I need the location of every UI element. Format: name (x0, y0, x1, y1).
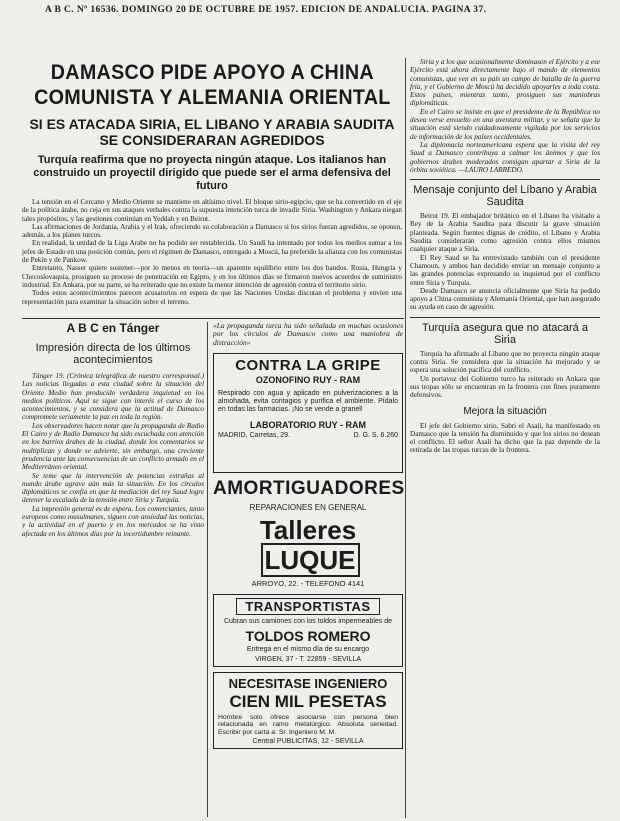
ads-note: «La propaganda turca ha sido señalada en muchas ocasiones por los círculos de Damasco como una maniobra de distracción» (213, 321, 403, 347)
ad-ing-text: Hombre solo ofrece asociarse con persona bien relacionada en ramo metalúrgico. Absoluta seriedad. Escribir por carta a: Sr. Ingeniero M. M. (218, 713, 398, 737)
ad-amort-title: AMORTIGUADORES (213, 477, 405, 499)
ads-column (213, 322, 403, 749)
right-divider (410, 179, 600, 180)
sec2-title: Turquía asegura que no atacará a Siria (422, 321, 588, 346)
ad-gripe-title: CONTRA LA GRIPE (235, 356, 381, 374)
right-column-divider (405, 58, 406, 818)
tanger-subtitle: Impresión directa de los últimos acontecimientos (35, 342, 191, 366)
ad-transp-address: VIRGEN, 37 - T. 22859 - SEVILLA (254, 655, 362, 663)
ad-ing-title: NECESITASE INGENIERO (228, 675, 388, 691)
sec3-title: Mejora la situación (463, 405, 547, 417)
main-paragraph: Las afirmaciones de Jordania, Arabia y el Irak, ofreciendo su colaboración a Damasco si los sirios fueran agredidos, se oponen, además, a los planes turcos. (22, 222, 402, 240)
ad-gripe (213, 353, 403, 473)
main-paragraph: La tensión en el Cercano y Medio Oriente se mantiene en altísimo nivel. El bloque sirio-egipcio, que se ha convertido en el eje de la política árabe, no ceja en sus ataques verbales contra la supuesta intención turca de invadir Siria. Washington y Ankara niegan tales propósitos, y las gestiones continúan en Yeddah y en Beirut. (22, 198, 402, 223)
tanger-paragraph: Tánger 19. (Crónica telegráfica de nuestro corresponsal.) Las noticias llegadas a esta ciudad sobre la situación del Oriente Medio han producido verdadera inquietud en los medios políticos. Aquí se sigue con interés el curso de los acontecimientos, y se considera que la actitud de Damasco compromete seriamente la paz en toda la región. (22, 372, 204, 422)
sec1-paragraph: Beirut 19. El embajador británico en el Líbano ha visitado a Rey de la Arabia Saudita para discutir la grave situación planteada. Según fuentes dignas de crédito, el Líbano y Arabia Saudita considerarán como agresión contra ellos mismos cualquier ataque a Siria. (410, 212, 600, 254)
main-deck: Turquía reafirma que no proyecta ningún ataque. Los italianos han construido un proyectil dirigido que puede ser el arma defensiva del futuro (33, 154, 391, 192)
tanger-paragraph: La impresión general es de espera. Los comerciantes, tanto europeos como musulmanes, siguen con ansiedad las noticias, y la actividad en el puerto y en los mercados se ha visto afectada en los últimos días por la incertidumbre reinante. (22, 504, 204, 538)
ad-ing-amount: CIEN MIL PESETAS (229, 691, 387, 711)
ad-gripe-product: OZONOFINO RUY - RAM (255, 374, 361, 385)
ad-gripe-address: MADRID, Carretas, 29. (218, 431, 290, 439)
right-divider (410, 317, 600, 318)
right-top-paragraph: En el Cairo se insiste en que el presidente de la República no desea verse envuelto en una aventura militar, y se señala que la situación está siendo cuidadosamente vigilada por los servicios de información de los países occidentales. (410, 107, 600, 141)
sec1-title: Mensaje conjunto del Líbano y Arabia Saudita (413, 184, 597, 209)
sec1-paragraph: El Rey Saud se ha entrevistado también con el presidente Chamoun, y ambos han decidido enviar un mensaje conjunto a las grandes potencias expresando su inquietud por el conflicto entre Siria y Turquía. (410, 253, 600, 287)
ad-gripe-lab: LABORATORIO RUY - RAM (250, 419, 366, 430)
sec2-paragraph: Un portavoz del Gobierno turco ha reiterado en Ankara que sus tropas sólo se encuentran en la frontera con fines puramente defensivos. (410, 374, 600, 400)
ad-amort-line: REPARACIONES EN GENERAL (249, 502, 367, 512)
main-headline: DAMASCO PIDE APOYO A CHINA COMUNISTA Y ALEMANIA ORIENTAL (34, 61, 391, 109)
ad-transp-brand: TOLDOS ROMERO (245, 627, 371, 644)
ad-transp-title: TRANSPORTISTAS (236, 598, 380, 615)
sec2-paragraph: Turquía ha afirmado al Líbano que no proyecta ningún ataque contra Siria. Se considera que la situación ha mejorado y se espera una solución pacífica del conflicto. (410, 349, 600, 375)
page-header: A B C. Nº 16536. DOMINGO 20 DE OCTUBRE DE 1957. EDICION DE ANDALUCIA. PAGINA 37. (45, 5, 487, 15)
sec3-paragraph: El jefe del Gobierno sirio, Sabri el Asali, ha manifestado en Damasco que la tensión ha disminuido y que los sirios no desean el conflicto. El señor Asali ha dicho que la paz depende de la retirada de las tropas turcas de la frontera. (410, 421, 600, 455)
ad-ingeniero (213, 672, 403, 749)
main-paragraph: Todos estos acontecimientos parecen acusatorios en espera de que las Naciones Unidas discutan el problema y envíen una representación para examinar la situación sobre el terreno. (22, 289, 402, 306)
tanger-article (22, 322, 204, 817)
right-top-paragraph: Siria y a los que ocasionalmente dominasen el Ejército y a ese Ejército está ahora directamente bajo el mando de elementos comunistas, que ven en su país un campo de batalla de la guerra fría, y el Gobierno de Moscú ha decidido apoyarles a toda costa. Estos países, mientras tanto, prosiguen sus maniobras diplomáticas. (410, 58, 600, 108)
right-top-paragraph: La diplomacia norteamericana espera que la visita del rey Saud a Damasco contribuya a calmar los ánimos y que los gobiernos árabes moderados consigan apartar a Siria de la órbita soviética. —LAURO LARREDO. (410, 140, 600, 174)
main-article (22, 60, 402, 306)
ad-amort-brand (213, 515, 403, 575)
tanger-paragraph: Los observadores hacen notar que la propaganda de Radio El Cairo y de Radio Damasco ha sido escuchada con atención en los barrios árabes de la ciudad, donde los comentarios se multiplican y donde se advierte, sin embargo, una creciente prudencia ante las consecuencias de un conflicto armado en el Mediterráneo oriental. (22, 421, 204, 472)
ad-amort-address: ARROYO, 22. - TELEFONO 4141 (251, 578, 365, 588)
right-column (410, 58, 600, 816)
ad-gripe-text: Respirado con agua y aplicado en pulverizaciones a la almohada, evita contagios y purifica el ambiente. Pídalo en todas las farmacias. ¡No se vende a granel! (218, 389, 398, 413)
tanger-title: A B C en Tánger (66, 322, 160, 335)
ad-amort-brand-name: Talleres (259, 514, 357, 545)
ad-transp-text: Cubran sus camiones con los toldos impermeables de (223, 617, 393, 625)
main-paragraph: Entretanto, Nasser quiere sostener—por lo menos en teoría—un aparente equilibrio entre los dos bandos. Rusia, Hungría y Checoslovaquia, prosiguen su proceso de penetración en Egipto, y en los últimos días se firmaron nuevos acuerdos de suministro industrial. En Ankara, por su parte, se ha reiterado que no existe la menor intención de agresión contra el territorio sirio. (22, 264, 402, 289)
main-subhead: SI ES ATACADA SIRIA, EL LIBANO Y ARABIA SAUDITA SE CONSIDERARAN AGREDIDOS (29, 116, 395, 148)
main-paragraph: En realidad, la unidad de la Liga Arabe no ha podido ser restablecida. Un Saudí ha intentado por todos los medios sumar a los jefes de Estado en una posición común, pero el régimen de Damasco, entregado a Moscú, ha preferido la alianza con los comunistas de Pekín y de Pankow. (22, 239, 403, 265)
ad-gripe-registry: D. G. S. 6.260 (353, 431, 398, 439)
ad-amort-brand-box: LUQUE (261, 543, 360, 577)
ad-transportistas (213, 594, 403, 667)
column-divider (207, 322, 208, 817)
main-body (22, 198, 402, 306)
ad-transp-text2: Entrega en el mismo día de su encargo (246, 645, 370, 653)
tanger-paragraph: Se teme que la intervención de potencias extrañas al mundo árabe agrave aún más la situación. En los círculos diplomáticos se confía en que la mediación del rey Saud logre detener la escalada de la tensión entre Siria y Turquía. (22, 471, 204, 505)
article-divider (22, 318, 404, 319)
ad-ing-address: Central PUBLICITAS, 12 - SEVILLA (252, 737, 364, 745)
sec1-paragraph: Desde Damasco se anuncia oficialmente que Siria ha pedido apoyo a China comunista y Alemania Oriental, que han asegurado su ayuda en caso de agresión. (410, 286, 600, 312)
ad-amortiguadores (213, 478, 403, 588)
